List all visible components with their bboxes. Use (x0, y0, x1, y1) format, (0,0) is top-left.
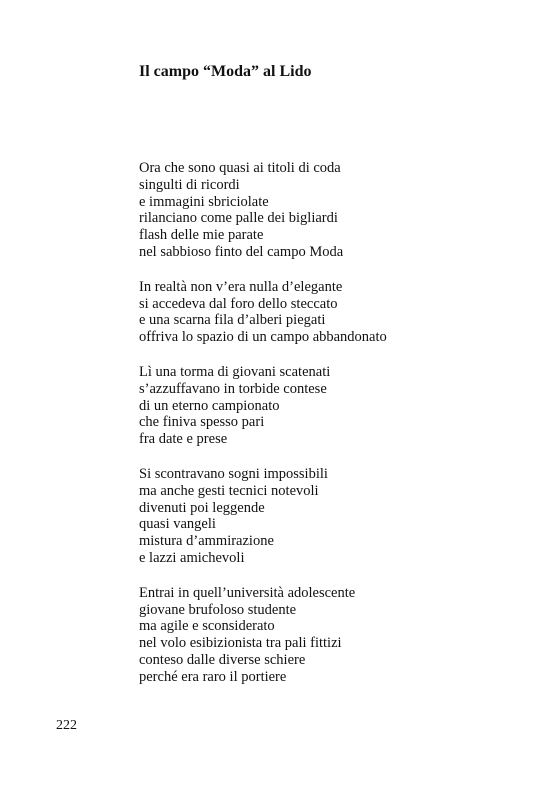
poem-line: mistura d’ammirazione (139, 533, 274, 550)
poem-line: giovane brufoloso studente (139, 601, 297, 618)
stanza-5 (139, 585, 519, 686)
poem-line: flash delle mie parate (139, 227, 264, 244)
poem-line: ma agile e sconsiderato (139, 618, 275, 635)
poem-line: che finiva spesso pari (139, 414, 265, 431)
poem-line: ma anche gesti tecnici notevoli (139, 482, 319, 499)
poem-line: si accedeva dal foro dello steccato (139, 295, 338, 312)
poem-line: conteso dalle diverse schiere (139, 651, 306, 668)
poem-line: divenuti poi leggende (139, 499, 265, 516)
stanza-2 (139, 279, 519, 346)
poem-line: singulti di ricordi (139, 176, 240, 193)
poem-line: rilanciano come palle dei bigliardi (139, 210, 338, 227)
poem-line: e immagini sbriciolate (139, 193, 269, 210)
poem-line: fra date e prese (139, 431, 228, 448)
poem-line: Entrai in quell’università adolescente (139, 584, 356, 601)
poem-line: s’azzuffavano in torbide contese (139, 380, 327, 397)
poem-line: di un eterno campionato (139, 397, 280, 414)
page-number: 222 (56, 718, 77, 733)
poem-line: In realtà non v’era nulla d’elegante (139, 278, 343, 295)
poem-line: offriva lo spazio di un campo abbandonato (139, 329, 387, 346)
poem-body (139, 160, 519, 704)
poem-line: nel sabbioso finto del campo Moda (139, 243, 344, 260)
poem-title: Il campo “Moda” al Lido (139, 63, 312, 80)
poem-line: perché era raro il portiere (139, 668, 287, 685)
poem-line: e una scarna fila d’alberi piegati (139, 312, 326, 329)
stanza-1 (139, 160, 519, 261)
poem-line: Ora che sono quasi ai titoli di coda (139, 160, 341, 176)
poem-line: nel volo esibizionista tra pali fittizi (139, 635, 342, 652)
stanza-4 (139, 466, 519, 567)
poem-line: Si scontravano sogni impossibili (139, 465, 328, 482)
stanza-3 (139, 364, 519, 448)
poem-line: e lazzi amichevoli (139, 549, 245, 566)
poem-line: quasi vangeli (139, 516, 216, 533)
poem-line: Lì una torma di giovani scatenati (139, 363, 331, 380)
